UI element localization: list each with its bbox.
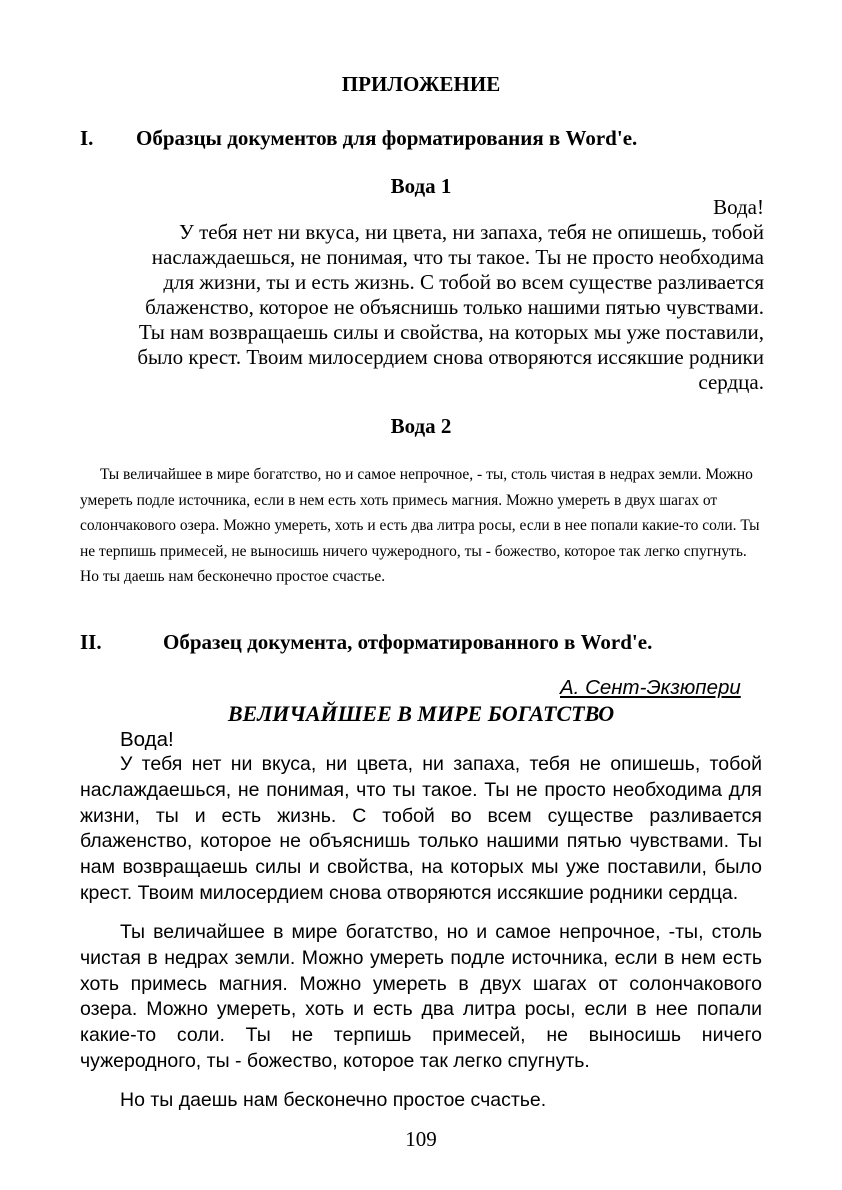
essay-paragraph: Ты величайшее в мире богатство, но и самое непрочное, -ты, столь чистая в недрах земли. Можно умереть подле источника, если в нем есть хоть примесь магния. Можно умереть в двух шагах от солончакового озера. Можно умереть, хоть и есть два литра росы, если в нее попали какие-то соли. Ты не терпишь примесей, не выносишь ничего чужеродного, ты - божество, которое так легко спугнуть. bbox=[80, 921, 762, 1072]
voda-1-line: было крест. Твоим милосердием снова отворяются иссякшие родники bbox=[137, 345, 764, 369]
essay-paragraph: У тебя нет ни вкуса, ни цвета, ни запаха, тебя не опишешь, тобой наслаждаешься, не понимая, что ты такое. Ты не просто необходима для жизни, ты и есть жизнь. С тобой во всем существе разливается блаженство, которое не объяснишь только нашими пятью чувствами. Ты нам возвращаешь силы и свойства, на которых мы уже поставили, было крест. Твоим милосердием снова отворяются иссякшие родники сердца. bbox=[80, 753, 762, 904]
voda-1-heading: Вода 1 bbox=[390, 174, 452, 198]
essay-title: ВЕЛИЧАЙШЕЕ В МИРЕ БОГАТСТВО bbox=[227, 701, 615, 726]
greeting: Вода! bbox=[120, 728, 174, 751]
voda-1-line: Ты нам возвращаешь силы и свойства, на которых мы уже поставили, bbox=[138, 320, 764, 344]
voda-1-line: блаженство, которое не объяснишь только нашими пятью чувствами. bbox=[145, 295, 764, 319]
section-2-title: Образец документа, отформатированного в Word'е. bbox=[163, 630, 653, 654]
voda-1-line: наслаждаешься, не понимая, что ты такое. Ты не просто необходима bbox=[151, 245, 764, 269]
voda-1-text bbox=[100, 195, 764, 395]
section-1-title: Образцы документов для форматирования в Word'е. bbox=[136, 126, 638, 150]
voda-2-heading: Вода 2 bbox=[390, 414, 452, 438]
essay-paragraph: Но ты даешь нам бесконечно простое счастье. bbox=[120, 1089, 547, 1111]
author: А. Сент-Экзюпери bbox=[560, 676, 741, 699]
voda-1-line: Вода! bbox=[713, 195, 764, 219]
page-number: 109 bbox=[405, 1127, 437, 1151]
appendix-title: ПРИЛОЖЕНИЕ bbox=[341, 72, 501, 96]
voda-2-text: Ты величайшее в мире богатство, но и самое непрочное, - ты, столь чистая в недрах земли. Можно умереть подле источника, если в нем есть хоть примесь магния. Можно умереть в двух шагах от солончакового озера. Можно умереть, хоть и есть два литра росы, если в нее попали какие-то соли. Ты не терпишь примесей, не выносишь ничего чужеродного, ты - божество, которое так легко спугнуть. Но ты даешь нам бесконечно простое счастье. bbox=[80, 466, 760, 585]
voda-1-line: для жизни, ты и есть жизнь. С тобой во всем существе разливается bbox=[163, 270, 764, 294]
voda-1-line: сердца. bbox=[698, 370, 764, 394]
voda-1-line: У тебя нет ни вкуса, ни цвета, ни запаха, тебя не опишешь, тобой bbox=[178, 220, 764, 244]
section-1-number: I. bbox=[80, 126, 94, 150]
section-2-number: II. bbox=[80, 630, 102, 654]
